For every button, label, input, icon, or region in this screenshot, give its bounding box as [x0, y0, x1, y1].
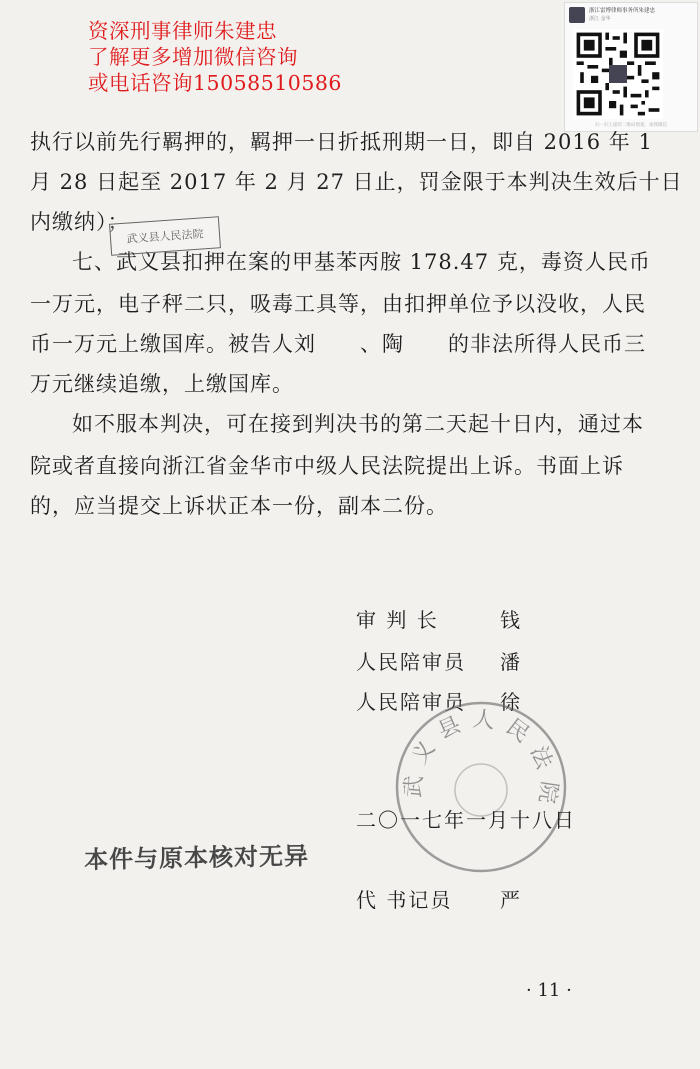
lawyer-ad — [88, 18, 342, 96]
wechat-qr-card[interactable] — [564, 2, 698, 132]
avatar — [569, 7, 585, 23]
seal-text: 武义县人民法院 — [400, 706, 562, 815]
page-number: · 11 · — [526, 980, 572, 1001]
signature-name-3: 徐 — [500, 690, 520, 714]
body-line-1: 执行以前先行羁押的，羁押一日折抵刑期一日，即自 2016 年 1 — [30, 130, 653, 154]
signature-role-2: 人民陪审员 — [356, 650, 466, 674]
court-seal — [392, 698, 570, 876]
qr-card-name: 浙江雷博律师事务所朱建忠 — [589, 8, 656, 14]
qr-card-hint: 扫一扫上面的二维码图案，加我微信 — [595, 123, 667, 128]
body-line-8: 如不服本判决，可在接到判决书的第二天起十日内，通过本 — [72, 412, 644, 436]
court-stamp-text: 武义县人民法院 — [126, 227, 204, 246]
ad-line-2: 了解更多增加微信咨询 — [88, 45, 298, 69]
body-line-10: 的，应当提交上诉状正本一份，副本二份。 — [30, 494, 448, 518]
clerk-name: 严 — [500, 888, 520, 912]
ad-line-1: 资深刑事律师朱建忠 — [88, 19, 277, 43]
body-line-3: 内缴纳）； — [30, 210, 130, 234]
judgment-date: 二〇一七年一月十八日 — [356, 808, 576, 832]
signature-name-2: 潘 — [500, 650, 520, 674]
ad-line-3: 或电话咨询15058510586 — [88, 71, 342, 95]
body-line-6: 币一万元上缴国库。被告人刘 、陶 的非法所得人民币三 — [30, 332, 646, 356]
body-line-2: 月 28 日起至 2017 年 2 月 27 日止，罚金限于本判决生效后十日 — [30, 170, 683, 194]
qr-code-icon[interactable] — [573, 29, 663, 119]
body-line-4: 七、武义县扣押在案的甲基苯丙胺 178.47 克，毒资人民币 — [72, 250, 651, 274]
signature-name-1: 钱 — [500, 608, 520, 632]
body-line-7: 万元继续追缴，上缴国库。 — [30, 372, 294, 396]
signature-role-3: 人民陪审员 — [356, 690, 466, 714]
copy-verification-stamp: 本件与原本核对无异 — [83, 841, 310, 874]
signature-role-1: 审 判 长 — [356, 608, 439, 632]
clerk-role: 代 书记员 — [356, 888, 453, 912]
body-line-5: 一万元，电子秤二只，吸毒工具等，由扣押单位予以没收，人民 — [30, 292, 646, 316]
qr-card-location: 浙江 金华 — [589, 16, 611, 22]
body-line-9: 院或者直接向浙江省金华市中级人民法院提出上诉。书面上诉 — [30, 454, 624, 478]
